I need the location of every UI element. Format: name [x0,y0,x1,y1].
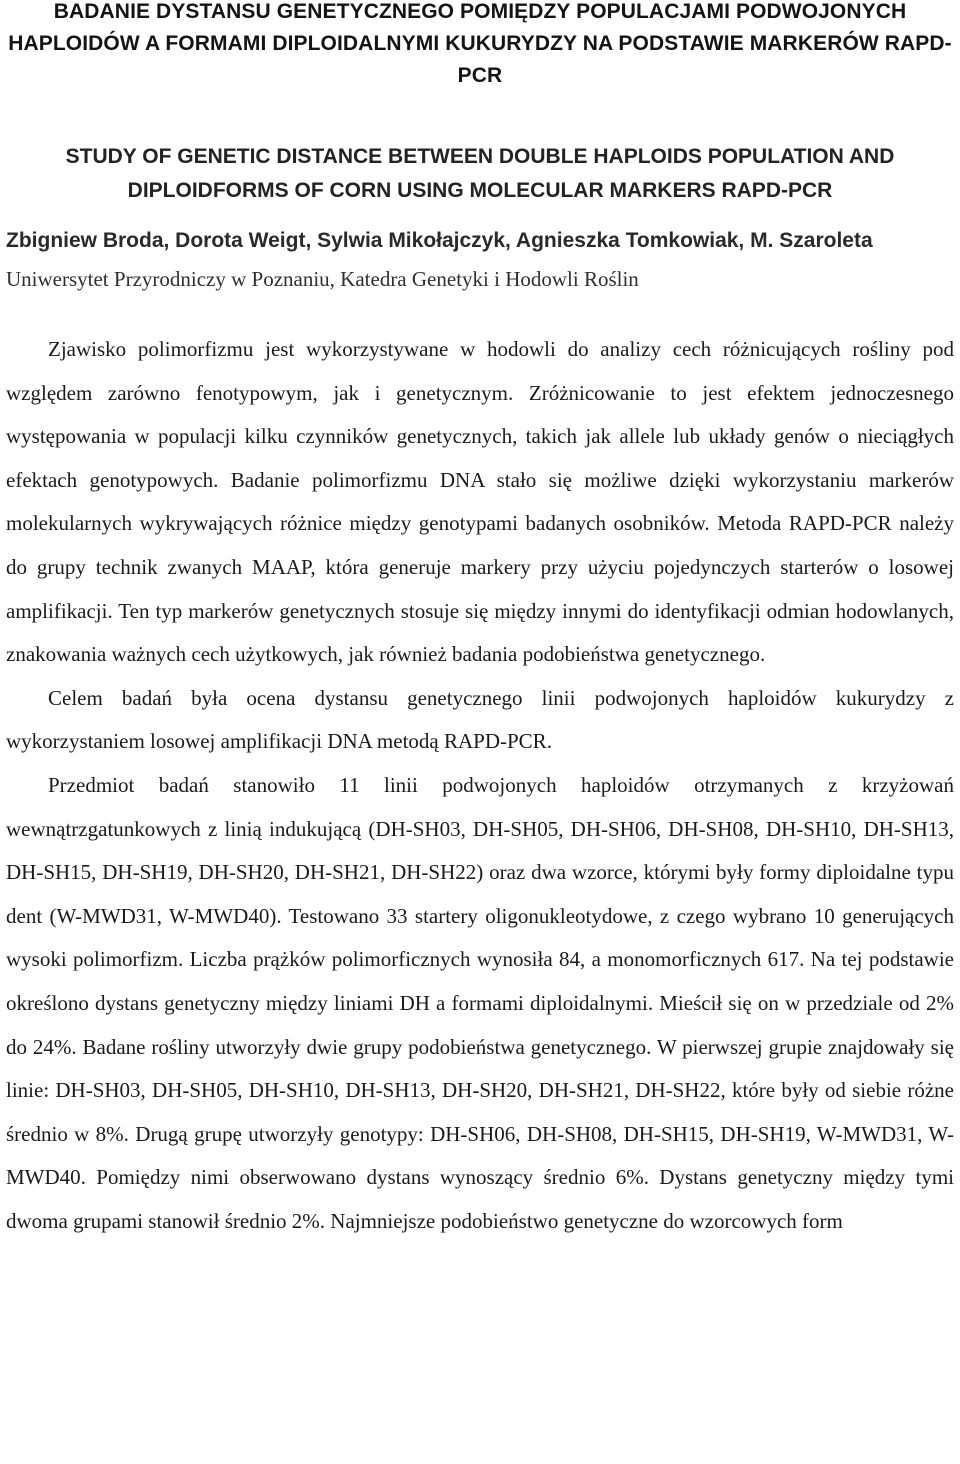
title-english: STUDY OF GENETIC DISTANCE BETWEEN DOUBLE HAPLOIDS POPULATION AND DIPLOIDFORMS OF CORN USING MOLECULAR MARKERS RAPD-PCR [65,145,895,202]
document-page [6,0,954,1243]
paragraph-introduction: Zjawisko polimorfizmu jest wykorzystywane w hodowli do analizy cech różnicujących rośliny pod względem zarówno fenotypowym, jak i genetycznym. Zróżnicowanie to jest efektem jednoczesnego występowania w populacji kilku czynników genetycznych, takich jak allele lub układy genów o nieciągłych efektach genotypowych. Badanie polimorfizmu DNA stało się możliwe dzięki wykorzystaniu markerów molekularnych wykrywających różnice między genotypami badanych osobników. Metoda RAPD-PCR należy do grupy technik zwanych MAAP, która generuje markery przy użyciu pojedynczych starterów o losowej amplifikacji. Ten typ markerów genetycznych stosuje się między innymi do identyfikacji odmian hodowlanych, znakowania ważnych cech użytkowych, jak również badania podobieństwa genetycznego. [6,337,954,667]
paragraph-methods-results: Przedmiot badań stanowiło 11 linii podwojonych haploidów otrzymanych z krzyżowań wewnątrzgatunkowych z linią indukującą (DH-SH03, DH-SH05, DH-SH06, DH-SH08, DH-SH10, DH-SH13, DH-SH15, DH-SH19, DH-SH20, DH-SH21, DH-SH22) oraz dwa wzorce, którymi były formy diploidalne typu dent (W-MWD31, W-MWD40). Testowano 33 startery oligonukleotydowe, z czego wybrano 10 generujących wysoki polimorfizm. Liczba prążków polimorficznych wynosiła 84, a monomorficznych 617. Na tej podstawie określono dystans genetyczny między liniami DH a formami diploidalnymi. Mieścił się on w przedziale od 2% do 24%. Badane rośliny utworzyły dwie grupy podobieństwa genetycznego. W pierwszej grupie znajdowały się linie: DH-SH03, DH-SH05, DH-SH10, DH-SH13, DH-SH20, DH-SH21, DH-SH22, które były od siebie różne średnio w 8%. Drugą grupę utworzyły genotypy: DH-SH06, DH-SH08, DH-SH15, DH-SH19, W-MWD31, W-MWD40. Pomiędzy nimi obserwowano dystans wynoszący średnio 6%. Dystans genetyczny między tymi dwoma grupami stanowił średnio 2%. Najmniejsze podobieństwo genetyczne do wzorcowych form [6,772,954,1233]
title-polish: BADANIE DYSTANSU GENETYCZNEGO POMIĘDZY POPULACJAMI PODWOJONYCH HAPLOIDÓW A FORMAMI DIPLOIDALNYMI KUKURYDZY NA PODSTAWIE MARKERÓW RAPD-PCR [8,0,952,87]
affiliation: Uniwersytet Przyrodniczy w Poznaniu, Katedra Genetyki i Hodowli Roślin [6,267,639,291]
authors: Zbigniew Broda, Dorota Weigt, Sylwia Mikołajczyk, Agnieszka Tomkowiak, M. Szaroleta [6,229,873,252]
paragraph-aim: Celem badań była ocena dystansu genetycznego linii podwojonych haploidów kukurydzy z wykorzystaniem losowej amplifikacji DNA metodą RAPD-PCR. [6,685,954,754]
